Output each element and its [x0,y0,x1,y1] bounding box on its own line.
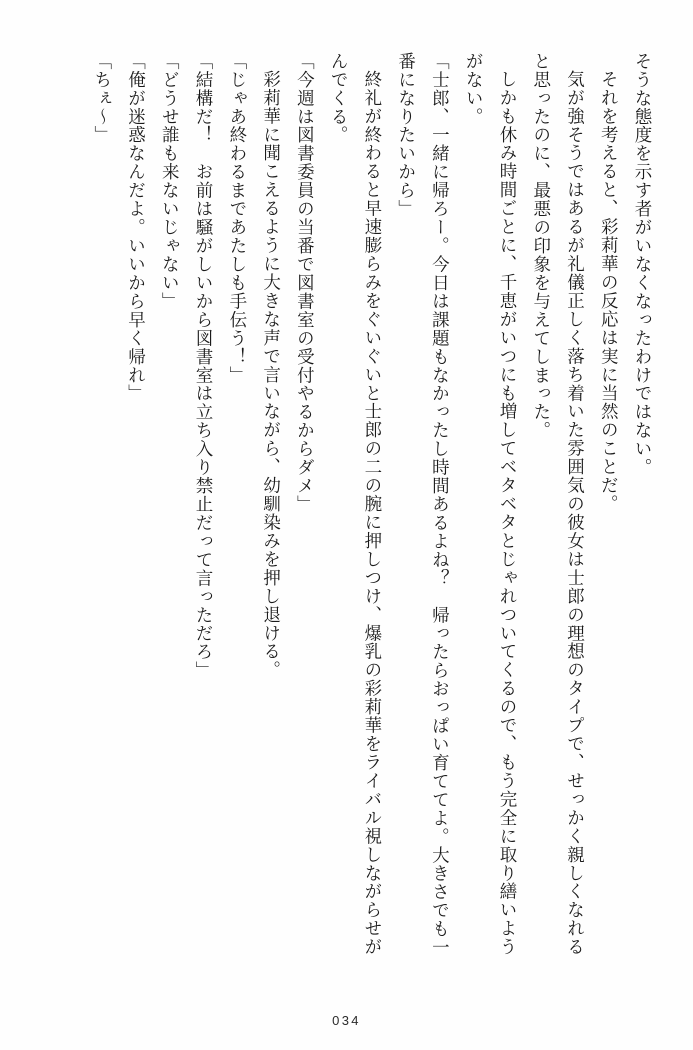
paragraph: 「ちぇ～」 [92,52,113,145]
paragraph: 「結構だ！ お前は騒がしいから図書室は立ち入り禁止だって言っただろ」 [194,52,215,680]
paragraph: 「士郎、一緒に帰ろー。今日は課題もなかったし時間あるよね？ 帰ったらおっぱい育ててよ。大きさでも一番になりたいから」 [396,52,451,957]
page-body-text [48,52,659,974]
paragraph: 「じゃあ終わるまであたしも手伝う！」 [227,52,248,385]
paragraph: 「どうせ誰も来ないじゃない」 [160,52,181,311]
paragraph: 終礼が終わると早速膨らみをぐいぐいと士郎の二の腕に押しつけ、爆乳の彩莉華をライバル視しながらせがんでくる。 [329,52,383,956]
paragraph: 「今週は図書委員の当番で図書室の受付やるからダメ」 [295,52,316,514]
paragraph: しかも休み時間ごとに、千恵がいつにも増してベタベタとじゃれついてくるので、もう完全に取り繕いようがない。 [464,52,518,956]
paragraph: 彩莉華に聞こえるように大きな声で言いながら、幼馴染みを押し退ける。 [261,69,282,679]
paragraph: 「俺が迷惑なんだよ。いいから早く帰れ」 [126,52,147,403]
paragraph: 気が強そうではあるが礼儀正しく落ち着いた雰囲気の彼女は士郎の理想のタイプで、せっかく親しくなれると思ったのに、最悪の印象を与えてしまった。 [531,52,586,956]
page-number: 034 [332,1013,361,1028]
paragraph: それを考えると、彩莉華の反応は実に当然のことだ。 [599,69,620,513]
paragraph: そうな態度を示す者がいなくなったわけではない。 [633,52,653,477]
